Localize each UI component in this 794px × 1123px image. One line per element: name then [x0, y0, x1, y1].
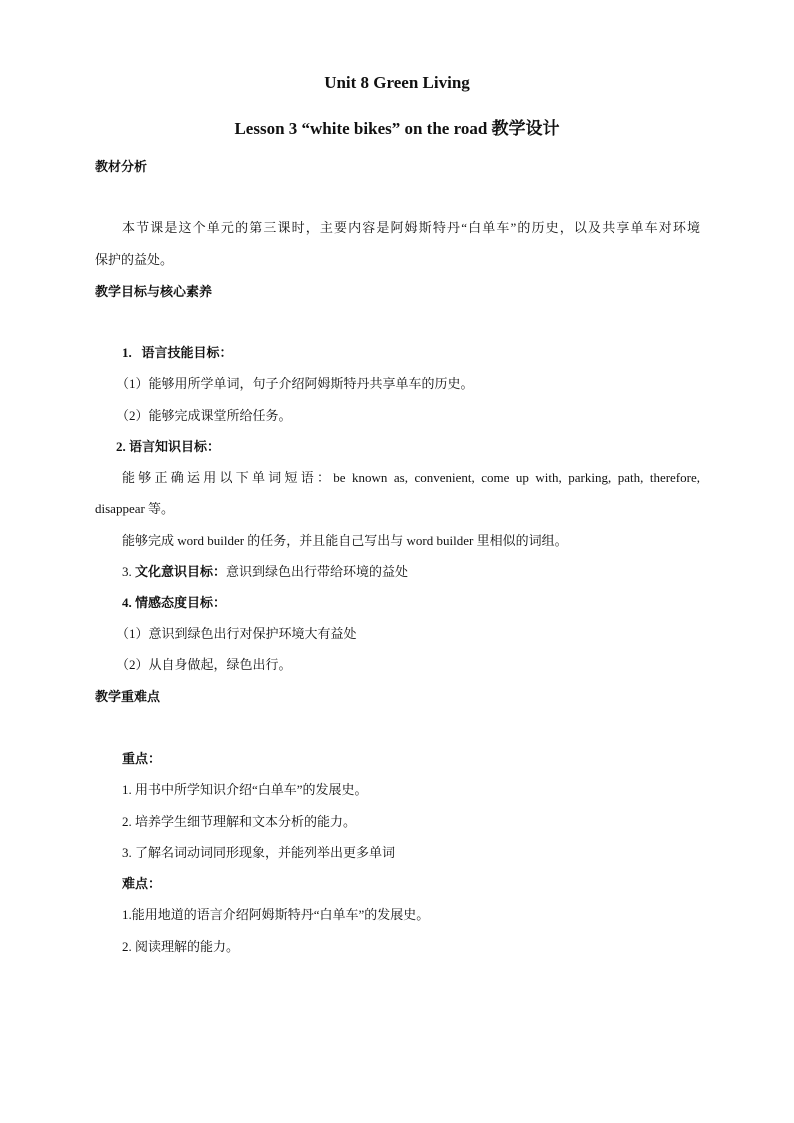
list-item: 1. 用书中所学知识介绍“白单车”的发展史。 [122, 782, 368, 797]
goal-4-heading: 4. 情感态度目标： [122, 595, 227, 610]
list-item: 2. 阅读理解的能力。 [122, 939, 240, 954]
goal-1-heading [122, 344, 233, 362]
list-item: （1）意识到绿色出行对保护环境大有益处 [116, 626, 357, 641]
goal-3-text: 意识到绿色出行带给环境的益处 [226, 564, 409, 579]
key-points-label: 重点： [122, 751, 162, 766]
section-heading-objectives: 教学目标与核心素养 [95, 284, 213, 299]
goal-1-label: 语言技能目标： [141, 345, 233, 360]
paragraph-line: 能够正确运用以下单词短语：be known as, convenient, come up with, parking, path, therefore, [122, 470, 700, 485]
goal-3-label: 文化意识目标： [135, 564, 227, 579]
difficulties-label: 难点： [122, 876, 162, 891]
section-heading-key-points: 教学重难点 [95, 689, 161, 704]
doc-subtitle: Lesson 3 “white bikes” on the road 教学设计 [234, 119, 560, 138]
goal-1-number: 1. [122, 345, 132, 360]
list-item: 3. 了解名词动词同形现象，并能列举出更多单词 [122, 845, 396, 860]
list-item: （2）从自身做起，绿色出行。 [116, 657, 292, 672]
section-heading-materials: 教材分析 [95, 159, 148, 174]
list-item: （1）能够用所学单词，句子介绍阿姆斯特丹共享单车的历史。 [116, 376, 474, 391]
goal-3-line [122, 563, 408, 581]
paragraph-line: 保护的益处。 [95, 252, 174, 267]
paragraph-line: 能够完成 word builder 的任务，并且能自己写出与 word builder 里相似的词组。 [122, 533, 568, 548]
list-item: 1.能用地道的语言介绍阿姆斯特丹“白单车”的发展史。 [122, 907, 430, 922]
goal-2-heading: 2. 语言知识目标： [116, 439, 221, 454]
list-item: 2. 培养学生细节理解和文本分析的能力。 [122, 814, 357, 829]
doc-title: Unit 8 Green Living [324, 73, 470, 92]
goal-3-number: 3. [122, 564, 132, 579]
paragraph-line: 本节课是这个单元的第三课时，主要内容是阿姆斯特丹“白单车”的历史，以及共享单车对环境 [122, 220, 700, 235]
list-item: （2）能够完成课堂所给任务。 [116, 408, 292, 423]
paragraph-line: disappear 等。 [95, 501, 175, 516]
